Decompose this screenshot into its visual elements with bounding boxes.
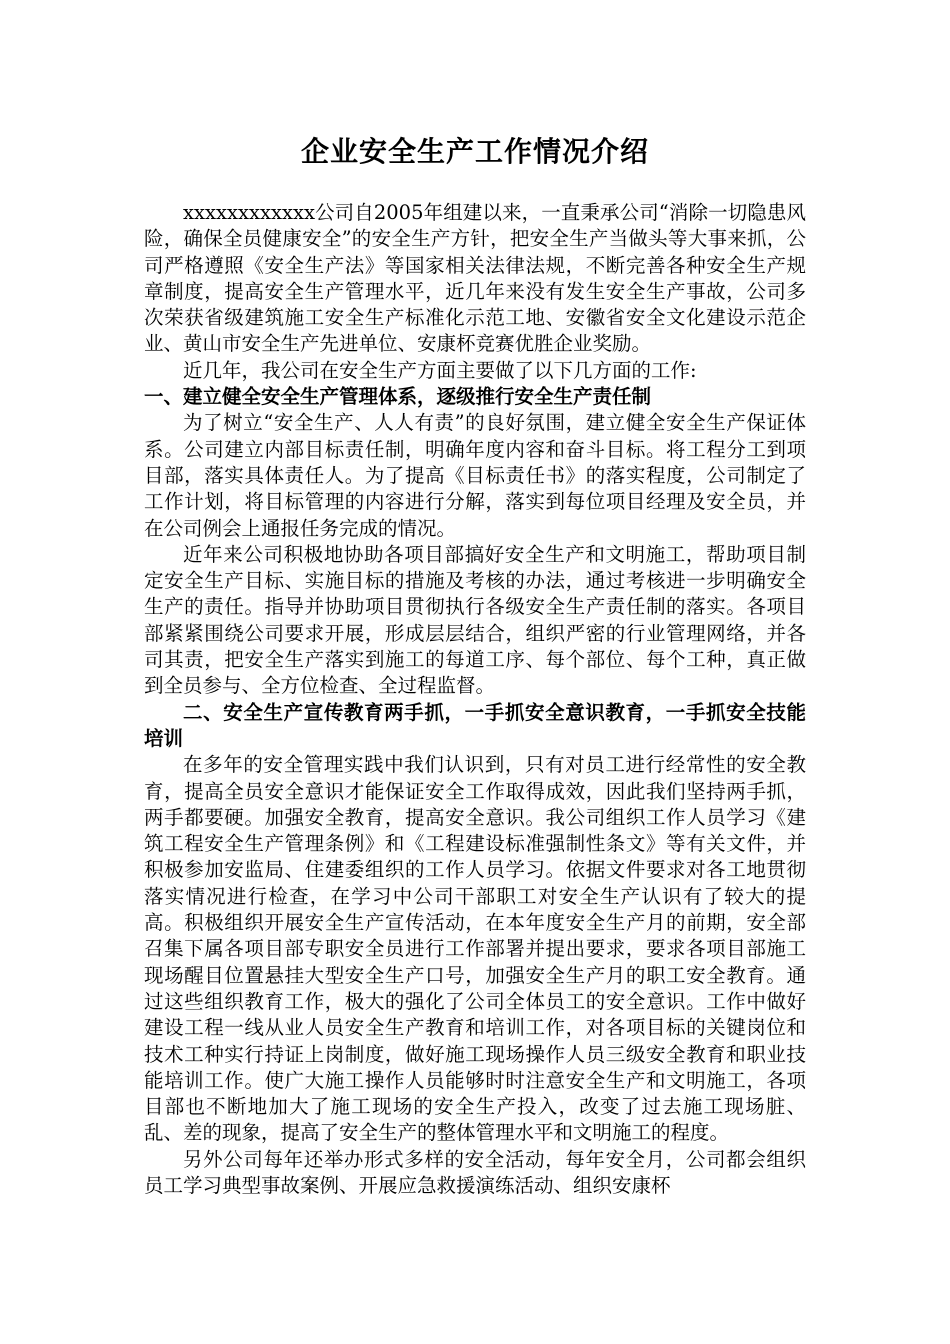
overview-paragraph: 近几年，我公司在安全生产方面主要做了以下几方面的工作:: [183, 358, 697, 382]
section-heading-1: 一、建立健全安全生产管理体系，逐级推行安全生产责任制: [144, 385, 652, 409]
document-title: 企业安全生产工作情况介绍: [300, 135, 649, 168]
section-1-paragraph-1: 为了树立“安全生产、人人有责”的良好氛围，建立健全安全生产保证体系。公司建立内部目标责任制，明确年度内容和奋斗目标。将工程分工到项目部，落实具体责任人。为了提高《目标责任书》的落实程度，公司制定了工作计划，将目标管理的内容进行分解，落实到每位项目经理及安全员，并在公司例会上通报任务完成的情况。: [144, 411, 806, 540]
section-2-paragraph-1: 在多年的安全管理实践中我们认识到，只有对员工进行经常性的安全教育，提高全员安全意识才能保证安全工作取得成效，因此我们坚持两手抓，两手都要硬。加强安全教育，提高安全意识。我公司组织工作人员学习《建筑工程安全生产管理条例》和《工程建设标准强制性条文》等有关文件，并积极参加安监局、住建委组织的工作人员学习。依据文件要求对各工地贯彻落实情况进行检查，在学习中公司干部职工对安全生产认识有了较大的提高。积极组织开展安全生产宣传活动，在本年度安全生产月的前期，安全部召集下属各项目部专职安全员进行工作部署并提出要求，要求各项目部施工现场醒目位置悬挂大型安全生产口号，加强安全生产月的职工安全教育。通过这些组织教育工作，极大的强化了公司全体员工的安全意识。工作中做好建设工程一线从业人员安全生产教育和培训工作，对各项目标的关键岗位和技术工种实行持证上岗制度，做好施工现场操作人员三级安全教育和职业技能培训工作。使广大施工操作人员能够时时注意安全生产和文明施工，各项目部也不断地加大了施工现场的安全生产投入，改变了过去施工现场脏、乱、差的现象，提高了安全生产的整体管理水平和文明施工的程度。: [144, 753, 806, 1145]
document-body: [144, 200, 806, 1199]
intro-paragraph: xxxxxxxxxxxx公司自2005年组建以来，一直秉承公司“消除一切隐患风险，确保全员健康安全”的安全生产方针，把安全生产当做头等大事来抓，公司严格遵照《安全生产法》等国家相关法律法规，不断完善各种安全生产规章制度，提高安全生产管理水平，近几年来没有发生安全生产事故，公司多次荣获省级建筑施工安全生产标准化示范工地、安徽省安全文化建设示范企业、黄山市安全生产先进单位、安康杯竞赛优胜企业奖励。: [144, 201, 806, 356]
section-heading-2: 二、安全生产宣传教育两手抓，一手抓安全意识教育，一手抓安全技能培训: [144, 700, 806, 750]
section-2-paragraph-2: 另外公司每年还举办形式多样的安全活动，每年安全月，公司都会组织员工学习典型事故案例、开展应急救援演练活动、组织安康杯: [144, 1147, 806, 1197]
section-1-paragraph-2: 近年来公司积极地协助各项目部搞好安全生产和文明施工，帮助项目制定安全生产目标、实施目标的措施及考核的办法，通过考核进一步明确安全生产的责任。指导并协助项目贯彻执行各级安全生产责任制的落实。各项目部紧紧围绕公司要求开展，形成层层结合，组织严密的行业管理网络，并各司其责，把安全生产落实到施工的每道工序、每个部位、每个工种，真正做到全员参与、全方位检查、全过程监督。: [144, 542, 806, 698]
